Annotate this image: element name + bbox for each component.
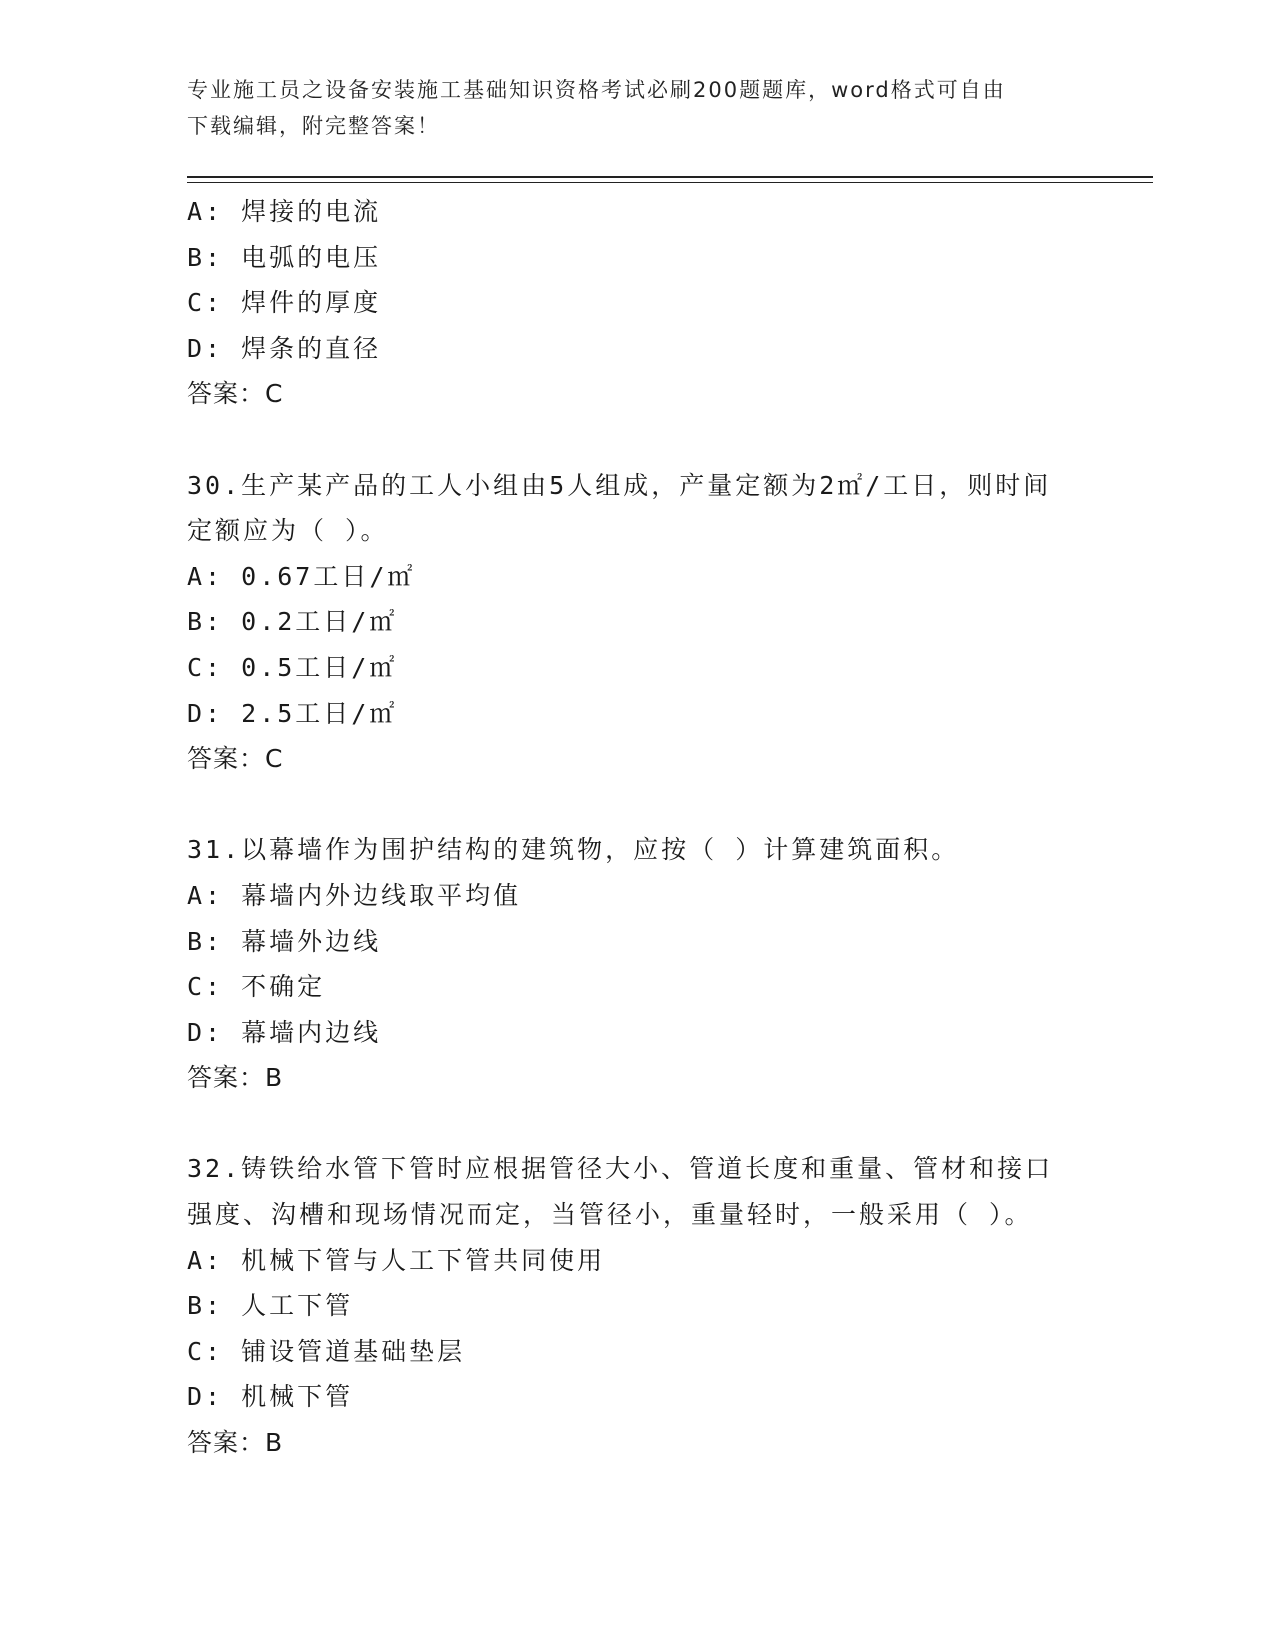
question-list	[187, 189, 1087, 1466]
option-d: D: 2.5工日/㎡	[187, 698, 398, 728]
option-d: D: 机械下管	[187, 1382, 354, 1412]
option-c: C: 不确定	[187, 972, 326, 1002]
spacer	[187, 417, 1087, 463]
option-b: B: 幕墙外边线	[187, 926, 382, 956]
spacer	[187, 782, 1087, 828]
option-d: D: 焊条的直径	[187, 333, 382, 363]
question-31	[187, 827, 1087, 1101]
question-stem-cont: 定额应为（ ）。	[187, 516, 389, 546]
option-c: C: 铺设管道基础垫层	[187, 1336, 466, 1366]
option-a: A: 焊接的电流	[187, 197, 382, 226]
header-line-2: 下载编辑，附完整答案！	[187, 114, 440, 138]
option-b: B: 电弧的电压	[187, 242, 382, 272]
answer: 答案：C	[187, 744, 284, 774]
question-30	[187, 463, 1087, 782]
answer: 答案：B	[187, 1428, 284, 1458]
header-divider-thin	[187, 182, 1153, 183]
header-divider-thick	[187, 176, 1153, 178]
option-c: C: 0.5工日/㎡	[187, 652, 398, 682]
option-c: C: 焊件的厚度	[187, 288, 382, 318]
answer: 答案：B	[187, 1063, 284, 1093]
header-line-1: 专业施工员之设备安装施工基础知识资格考试必刷200题题库，word格式可自由	[187, 78, 1006, 102]
option-a: A: 幕墙内外边线取平均值	[187, 880, 522, 910]
question-stem-cont: 强度、沟槽和现场情况而定，当管径小，重量轻时，一般采用（ ）。	[187, 1200, 1033, 1230]
question-29	[187, 189, 1087, 417]
option-b: B: 0.2工日/㎡	[187, 607, 398, 637]
spacer	[187, 1101, 1087, 1147]
option-d: D: 幕墙内边线	[187, 1017, 382, 1047]
document-header	[187, 72, 1087, 144]
question-stem: 30.生产某产品的工人小组由5人组成，产量定额为2㎡/工日，则时间	[187, 470, 1052, 500]
option-b: B: 人工下管	[187, 1291, 354, 1321]
question-32	[187, 1146, 1087, 1465]
question-stem: 32.铸铁给水管下管时应根据管径大小、管道长度和重量、管材和接口	[187, 1154, 1054, 1184]
answer: 答案：C	[187, 379, 284, 409]
option-a: A: 机械下管与人工下管共同使用	[187, 1245, 606, 1275]
question-stem: 31.以幕墙作为围护结构的建筑物，应按（ ）计算建筑面积。	[187, 835, 960, 865]
option-a: A: 0.67工日/㎡	[187, 561, 416, 591]
